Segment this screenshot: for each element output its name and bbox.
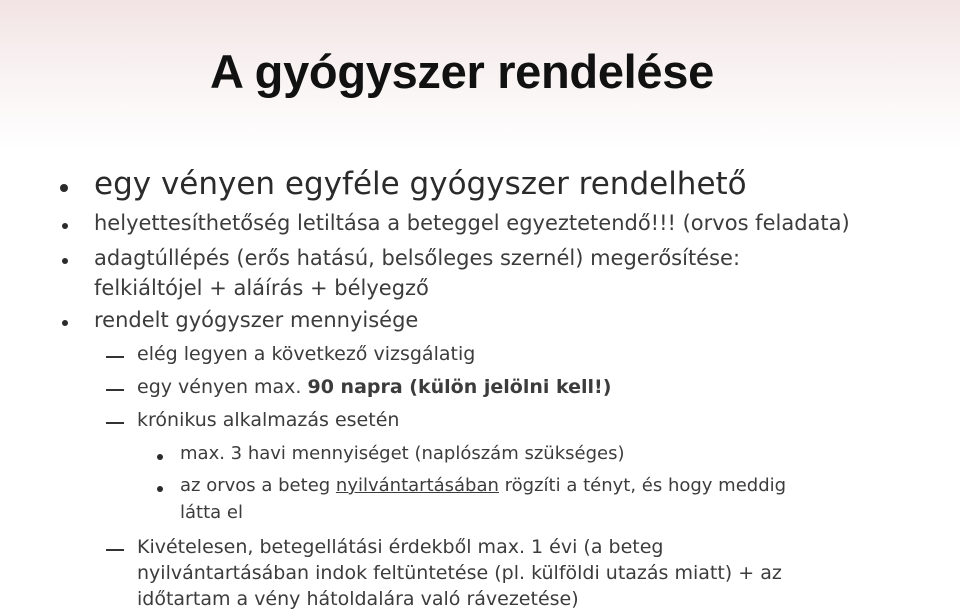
slide-title: A gyógyszer rendelése — [210, 45, 714, 98]
dash-marker — [106, 422, 124, 424]
sub-bullet-text — [137, 376, 611, 398]
sub-sub-bullet-marker — [157, 454, 163, 460]
sub-bullet-text: krónikus alkalmazás esetén — [137, 409, 400, 431]
dash-marker — [106, 356, 124, 358]
underlined-term: nyilvántartásában — [335, 475, 499, 496]
sub-bullet-text-continuation: nyilvántartásában indok feltüntetése (pl. külföldi utazás miatt) + az — [137, 562, 782, 584]
sub-sub-bullet-text: max. 3 havi mennyiséget (naplószám szükséges) — [180, 443, 625, 464]
sub-bullet-text-continuation: időtartam a vény hátoldalára való rávezetése) — [137, 588, 579, 610]
bullet-text: egy vényen egyféle gyógyszer rendelhető — [94, 166, 747, 202]
bullet-marker — [62, 223, 68, 229]
bullet-marker — [62, 320, 68, 326]
dash-marker — [106, 389, 124, 391]
bullet-text-continuation: felkiáltójel + aláírás + bélyegző — [94, 276, 429, 300]
bullet-marker — [62, 258, 68, 264]
sub-sub-bullet-marker — [157, 486, 163, 492]
sub-bullet-text: elég legyen a következő vizsgálatig — [137, 343, 476, 365]
sub-sub-bullet-text-post: rögzíti a tényt, és hogy meddig — [498, 475, 787, 496]
sub-sub-bullet-text-continuation: látta el — [180, 502, 243, 523]
sub-bullet-text: Kivételesen, betegellátási érdekből max. 1 évi (a beteg — [137, 536, 664, 558]
sub-bullet-text-regular: egy vényen max. — [137, 376, 308, 398]
bullet-text: adagtúllépés (erős hatású, belsőleges szernél) megerősítése: — [94, 246, 741, 270]
sub-bullet-text-bold: 90 napra (külön jelölni kell!) — [307, 376, 612, 398]
dash-marker — [106, 549, 124, 551]
bullet-text: helyettesíthetőség letiltása a beteggel egyeztetendő!!! (orvos feladata) — [94, 211, 850, 235]
sub-sub-bullet-text — [180, 475, 786, 496]
sub-sub-bullet-text-pre: az orvos a beteg — [180, 475, 336, 496]
bullet-marker — [60, 184, 68, 192]
bullet-text: rendelt gyógyszer mennyisége — [94, 308, 419, 332]
